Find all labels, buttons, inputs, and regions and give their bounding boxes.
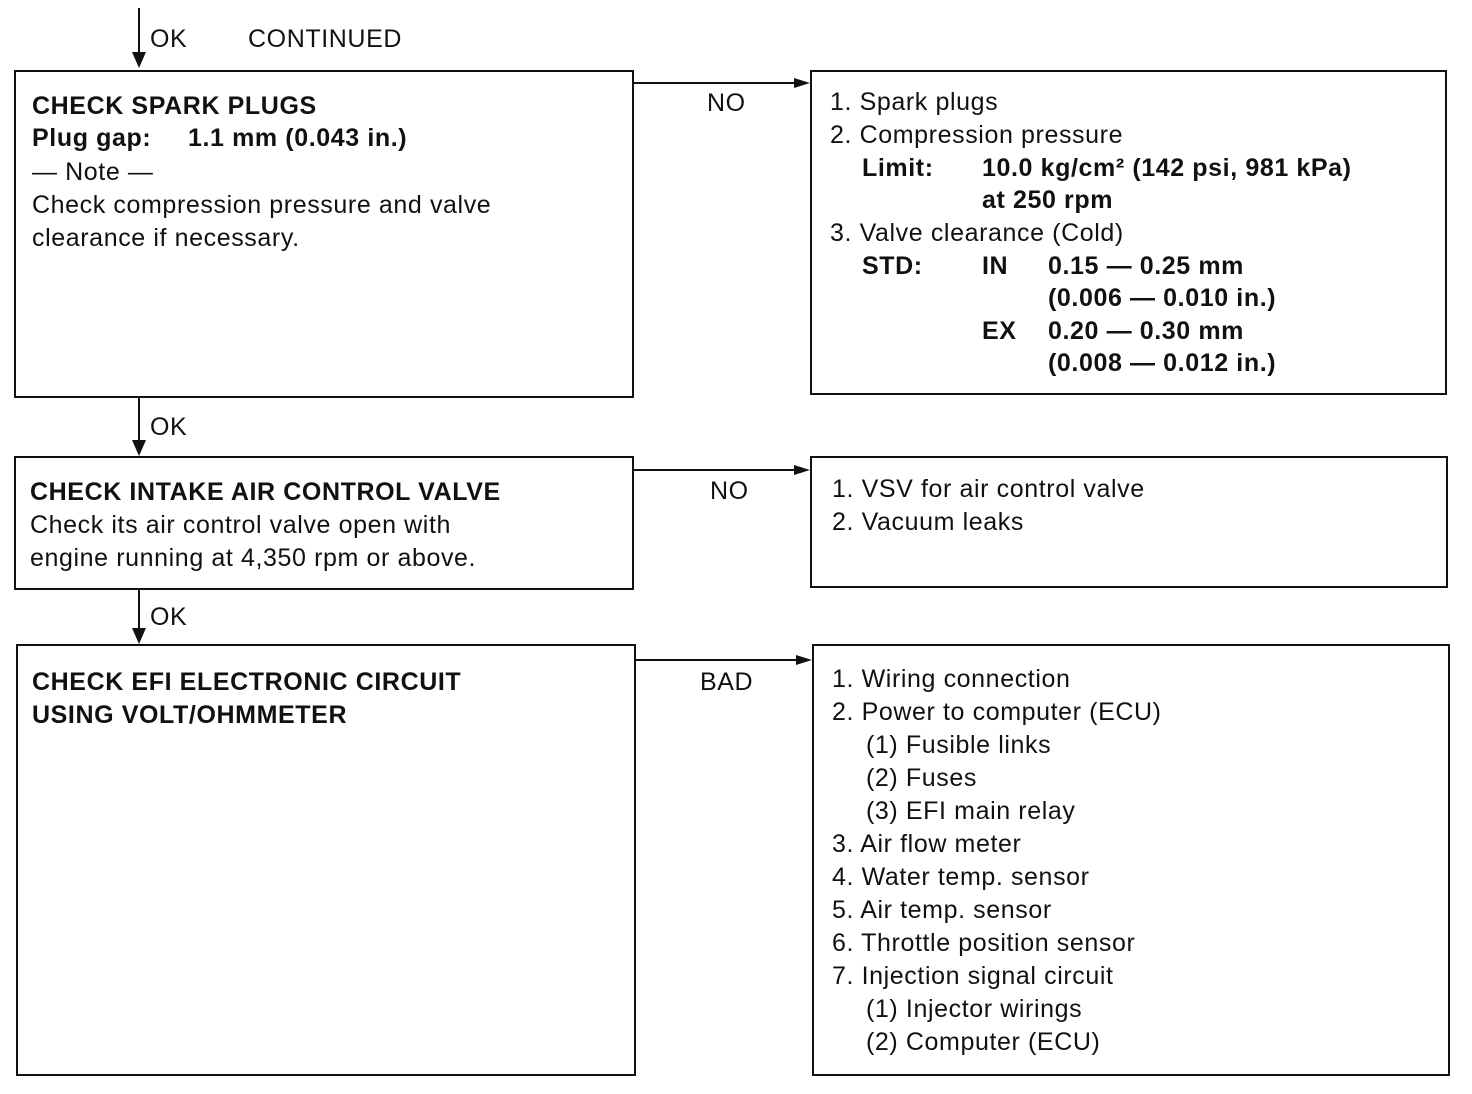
efi-circuit-title-line-2: USING VOLT/OHMMETER [32, 701, 348, 729]
plug-gap-value: 1.1 mm (0.043 in.) [188, 124, 408, 152]
in-value: 0.15 — 0.25 mm [1048, 252, 1245, 280]
remedy-3-item-2: 2. Power to computer (ECU) [832, 698, 1162, 726]
remedy-1-item-2: 2. Compression pressure [830, 121, 1124, 149]
remedy-3-item-6: 6. Throttle position sensor [832, 929, 1136, 957]
spark-plugs-title: CHECK SPARK PLUGS [32, 92, 317, 120]
limit-value: 10.0 kg/cm² (142 psi, 981 kPa) [982, 154, 1352, 182]
remedy-3-item-2-sub-3: (3) EFI main relay [866, 797, 1076, 825]
remedy-3-item-2-sub-1: (1) Fusible links [866, 731, 1052, 759]
in-value-inches: (0.006 — 0.010 in.) [1048, 284, 1277, 312]
remedy-3-item-1: 1. Wiring connection [832, 665, 1071, 693]
remedy-3-item-3: 3. Air flow meter [832, 830, 1022, 858]
branch-3-head [796, 655, 812, 665]
arrow-2-3-head [132, 628, 146, 644]
efi-circuit-title-line-1: CHECK EFI ELECTRONIC CIRCUIT [32, 668, 462, 696]
ok-label-2: OK [150, 603, 188, 631]
intake-air-valve-line-1: Check its air control valve open with [30, 511, 451, 539]
top-ok-label: OK [150, 25, 188, 53]
continued-label: CONTINUED [248, 25, 403, 53]
branch-2-head [794, 465, 810, 475]
plug-gap-label: Plug gap: [32, 124, 152, 152]
remedy-3-item-5: 5. Air temp. sensor [832, 896, 1052, 924]
remedy-2-item-1: 1. VSV for air control valve [832, 475, 1145, 503]
remedy-3-item-7-sub-1: (1) Injector wirings [866, 995, 1083, 1023]
limit-label: Limit: [862, 154, 934, 182]
intake-air-valve-line-2: engine running at 4,350 rpm or above. [30, 544, 477, 572]
remedy-3-item-7: 7. Injection signal circuit [832, 962, 1114, 990]
ex-value-inches: (0.008 — 0.012 in.) [1048, 349, 1277, 377]
note-line-1: Check compression pressure and valve [32, 191, 492, 219]
note-line-2: clearance if necessary. [32, 224, 300, 252]
remedy-3-item-2-sub-2: (2) Fuses [866, 764, 977, 792]
note-label: — Note — [32, 158, 154, 186]
limit-value-rpm: at 250 rpm [982, 186, 1114, 214]
std-label: STD: [862, 252, 923, 280]
arrow-1-2-head [132, 440, 146, 456]
branch-3-bad-label: BAD [700, 668, 754, 696]
ex-value: 0.20 — 0.30 mm [1048, 317, 1245, 345]
in-label: IN [982, 252, 1009, 280]
branch-1-head [794, 78, 810, 88]
remedy-1-item-3: 3. Valve clearance (Cold) [830, 219, 1124, 247]
branch-2-no-label: NO [710, 477, 749, 505]
ok-label-1: OK [150, 413, 188, 441]
ex-label: EX [982, 317, 1017, 345]
remedy-2-item-2: 2. Vacuum leaks [832, 508, 1024, 536]
top-arrow-head [132, 52, 146, 68]
intake-air-valve-title: CHECK INTAKE AIR CONTROL VALVE [30, 478, 501, 506]
remedy-3-item-7-sub-2: (2) Computer (ECU) [866, 1028, 1101, 1056]
remedy-1-item-1: 1. Spark plugs [830, 88, 999, 116]
remedy-3-item-4: 4. Water temp. sensor [832, 863, 1090, 891]
branch-1-no-label: NO [707, 89, 746, 117]
